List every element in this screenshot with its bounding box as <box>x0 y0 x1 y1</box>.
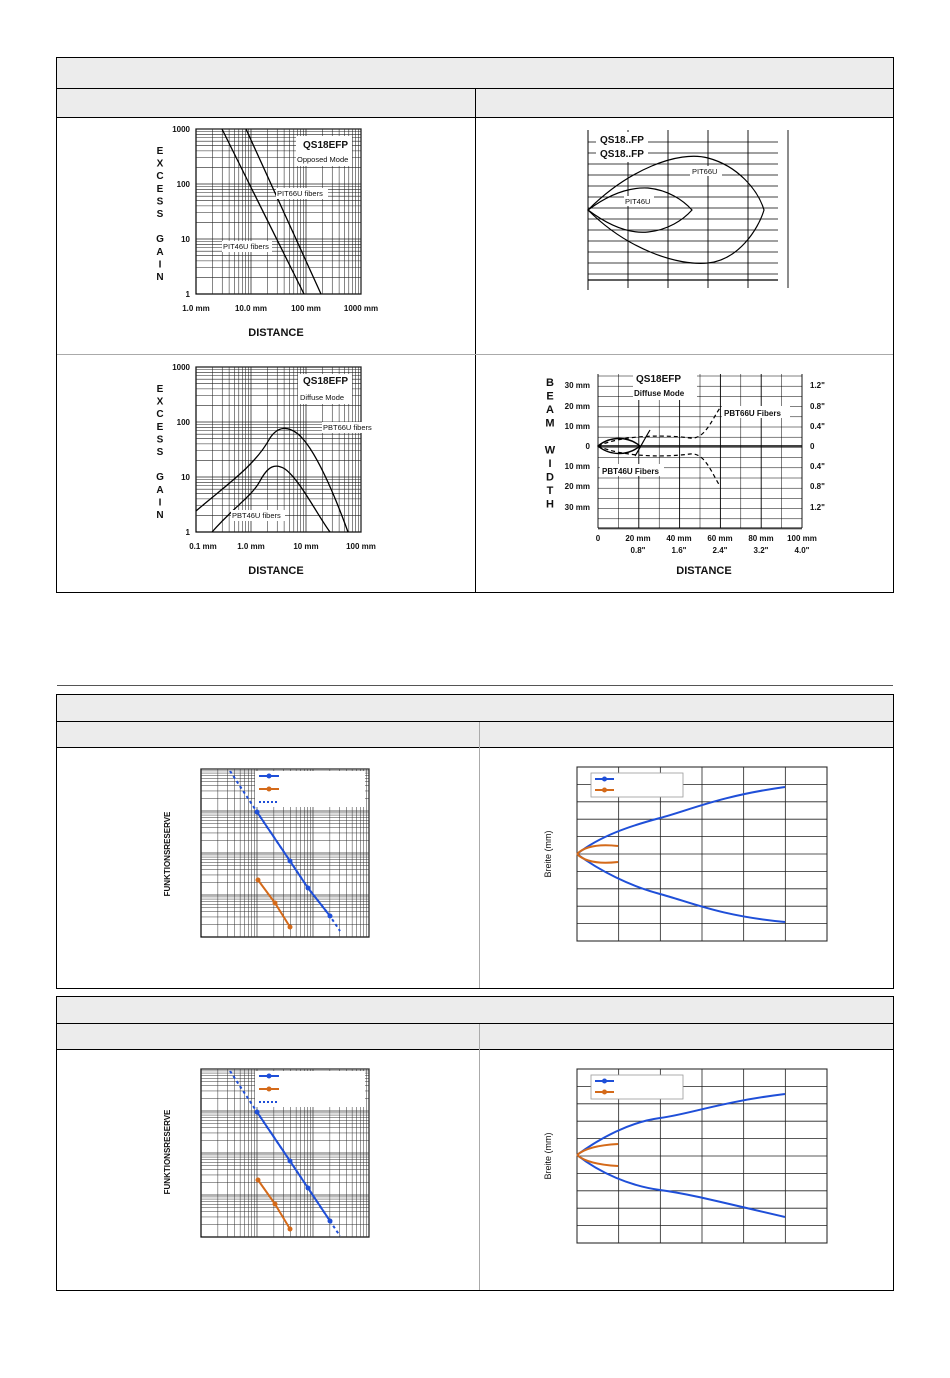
curve-label-pit46u: PIT46U <box>625 197 651 206</box>
x-axis-tick-in: 0.8" <box>630 546 646 555</box>
x-axis-tick-mm: 100 mm <box>787 534 817 543</box>
x-axis-tick-in: 3.2" <box>753 546 769 555</box>
curve-label-pbt46u: PBT46U fibers <box>232 511 281 520</box>
right-axis-tick: 0.4" <box>810 422 825 431</box>
vertical-label-letter: G <box>156 472 164 484</box>
vertical-label-letter: A <box>156 484 164 496</box>
chart-title: QS18EFP <box>636 374 682 385</box>
x-axis-tick-mm: 0 <box>595 534 601 543</box>
vertical-label-letter: C <box>156 171 164 183</box>
vertical-label-letter: S <box>156 209 164 220</box>
left-axis-tick: 30 mm <box>564 503 590 512</box>
chart-title-1: QS18..FP <box>600 135 644 146</box>
vertical-axis-label <box>156 146 164 283</box>
vertical-axis-label <box>545 377 556 511</box>
x-axis-tick-mm: 80 mm <box>748 534 774 543</box>
column-divider <box>479 722 480 988</box>
x-tick-1: 1.0 mm <box>182 304 210 313</box>
table-title-bar <box>57 997 893 1024</box>
vertical-label-letter: A <box>546 404 554 416</box>
curve-label-pit66u: PIT66U <box>692 167 718 176</box>
chart-title: QS18EFP <box>303 140 349 151</box>
vertical-label-letter: T <box>546 485 554 497</box>
breite-chart-2 <box>540 1068 830 1248</box>
column-divider <box>475 89 476 592</box>
vertical-axis-label <box>156 384 164 521</box>
right-axis-tick: 0 <box>810 442 815 451</box>
curve-pit66u <box>588 156 764 263</box>
y-tick-1: 1 <box>185 290 190 299</box>
row-divider <box>57 354 893 355</box>
vertical-label-letter: C <box>156 409 164 421</box>
table-column-header-bar <box>57 722 893 748</box>
vertical-label-letter: S <box>156 196 164 208</box>
curve-label-pbt66u: PBT66U fibers <box>323 423 372 432</box>
vertical-label-letter: E <box>156 183 164 195</box>
x-tick-4: 100 mm <box>346 542 376 551</box>
vertical-label-letter: X <box>156 158 164 170</box>
vertical-label-letter: W <box>544 444 556 457</box>
right-axis-tick: 0.8" <box>810 482 825 491</box>
vertical-label-letter: E <box>156 421 164 433</box>
y-tick-1: 1 <box>185 528 190 537</box>
y-axis-title: Breite (mm) <box>543 830 553 878</box>
x-tick-3: 10 mm <box>293 542 319 551</box>
x-axis-tick-mm: 40 mm <box>666 534 692 543</box>
x-tick-2: 10.0 mm <box>234 304 268 313</box>
x-tick-1: 0.1 mm <box>189 542 217 551</box>
column-divider <box>479 1024 480 1290</box>
vertical-label-letter: A <box>156 246 164 258</box>
y-tick-10: 10 <box>181 235 190 244</box>
funktionsreserve-chart-1 <box>160 766 380 946</box>
chart-title-2: QS18..FP <box>600 149 644 160</box>
vertical-label-letter: X <box>156 396 164 408</box>
y-tick-10: 10 <box>181 473 190 482</box>
vertical-label-letter: B <box>546 377 554 389</box>
left-axis-tick: 10 mm <box>564 462 590 471</box>
x-tick-4: 1000 mm <box>343 304 379 313</box>
curve-label-pit66u: PIT66U fibers <box>277 189 323 198</box>
y-axis-title: FUNKTIONSRESERVE <box>163 811 172 897</box>
right-axis-tick: 1.2" <box>810 503 825 512</box>
curve-label-pbt46u: PBT46U Fibers <box>602 467 659 476</box>
y-tick-1000: 1000 <box>172 363 190 372</box>
vertical-label-letter: E <box>546 390 554 403</box>
vertical-label-letter: I <box>158 259 162 271</box>
right-axis-tick: 1.2" <box>810 381 825 390</box>
beam-pattern-diffuse-chart <box>540 364 840 580</box>
left-axis-tick: 20 mm <box>564 402 590 411</box>
right-axis-tick: 0.8" <box>810 402 825 411</box>
vertical-label-letter: E <box>156 384 164 395</box>
beam-pattern-opposed-chart <box>588 130 788 290</box>
right-axis-tick: 0.4" <box>810 462 825 471</box>
vertical-label-letter: N <box>156 272 164 283</box>
vertical-label-letter: D <box>546 471 554 484</box>
section-separator <box>57 685 893 686</box>
x-axis-tick-in: 2.4" <box>712 546 728 555</box>
excess-gain-opposed-chart <box>140 118 470 348</box>
left-axis-tick: 0 <box>585 442 590 451</box>
left-axis-tick: 10 mm <box>564 422 590 431</box>
table-column-header-bar <box>57 1024 893 1050</box>
x-axis-title: DISTANCE <box>248 565 304 577</box>
chart-title: QS18EFP <box>303 376 349 387</box>
vertical-label-letter: G <box>156 234 164 246</box>
vertical-label-letter: M <box>545 417 555 430</box>
y-tick-100: 100 <box>176 180 190 189</box>
x-tick-2: 1.0 mm <box>237 542 265 551</box>
left-axis-tick: 20 mm <box>564 482 590 491</box>
y-tick-100: 100 <box>176 418 190 427</box>
vertical-label-letter: E <box>156 146 164 157</box>
curve-pit46u <box>588 188 692 232</box>
curve-label-pit46u: PIT46U fibers <box>223 242 269 251</box>
chart-mode: Opposed Mode <box>297 155 349 164</box>
vertical-label-letter: I <box>158 497 162 509</box>
x-tick-3: 100 mm <box>291 304 321 313</box>
y-tick-1000: 1000 <box>172 125 190 134</box>
left-axis-tick: 30 mm <box>564 381 590 390</box>
vertical-label-letter: I <box>548 458 552 470</box>
excess-gain-diffuse-chart <box>140 356 470 586</box>
vertical-label-letter: S <box>156 447 164 458</box>
x-axis-title: DISTANCE <box>248 327 304 339</box>
x-axis-tick-in: 1.6" <box>671 546 687 555</box>
curve-pbt46u-ext <box>635 430 650 456</box>
y-axis-title: Breite (mm) <box>543 1132 553 1180</box>
x-axis-tick-mm: 20 mm <box>625 534 651 543</box>
x-axis-tick-mm: 60 mm <box>707 534 733 543</box>
vertical-label-letter: H <box>546 498 554 511</box>
table-title-bar <box>57 58 893 89</box>
funktionsreserve-chart-2 <box>160 1068 380 1248</box>
x-axis-title: DISTANCE <box>676 565 732 577</box>
vertical-label-letter: S <box>156 434 164 446</box>
chart-mode: Diffuse Mode <box>634 389 685 398</box>
vertical-label-letter: N <box>156 510 164 521</box>
chart-mode: Diffuse Mode <box>300 393 345 402</box>
x-axis-tick-in: 4.0" <box>794 546 810 555</box>
x-axis-ticks <box>596 534 817 555</box>
right-axis-ticks <box>810 381 825 512</box>
curve-label-pbt66u: PBT66U Fibers <box>724 409 781 418</box>
y-axis-title: FUNKTIONSRESERVE <box>163 1109 172 1195</box>
breite-chart-1 <box>540 766 830 946</box>
table-title-bar <box>57 695 893 722</box>
left-axis-ticks <box>565 381 591 512</box>
